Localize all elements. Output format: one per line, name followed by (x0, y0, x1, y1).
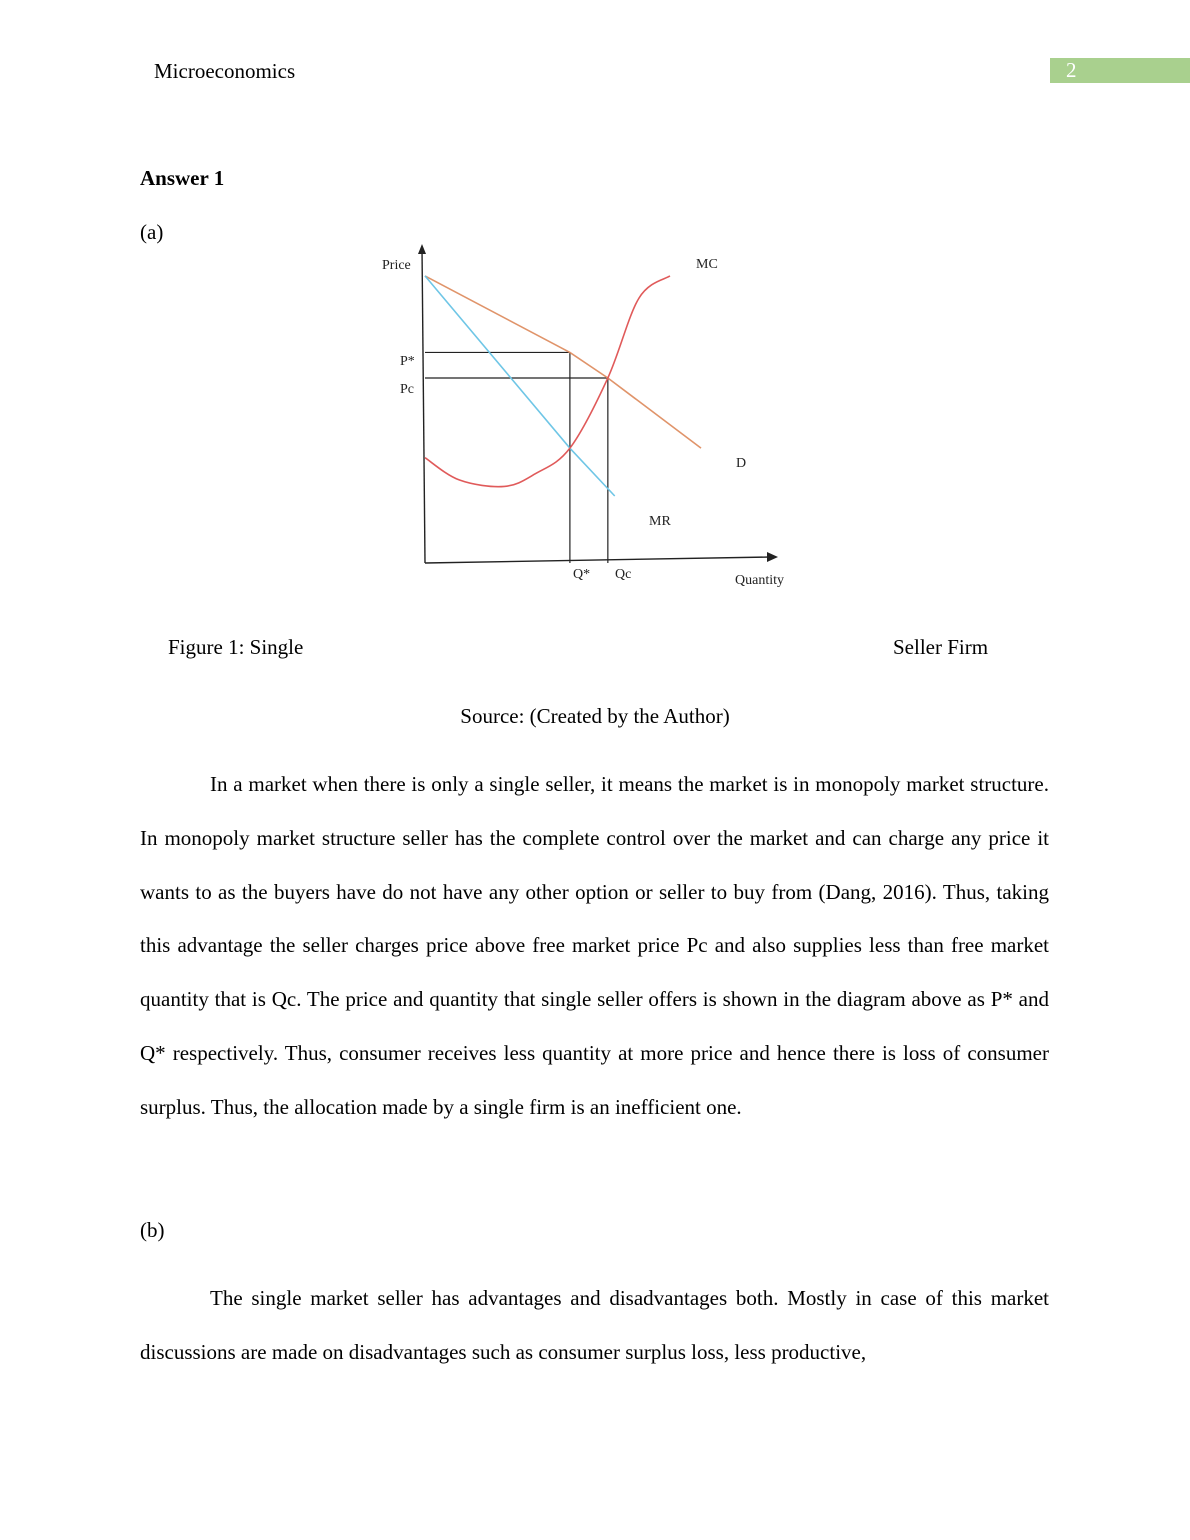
series-label-d: D (736, 456, 747, 471)
x-axis-label: Quantity (735, 573, 784, 588)
y-tick-p-star: P* (400, 354, 415, 369)
y-axis (422, 248, 425, 563)
answer-heading: Answer 1 (140, 166, 225, 190)
x-axis (425, 557, 770, 563)
series-line-mr (425, 276, 615, 496)
page-number-bar (1050, 58, 1190, 83)
y-axis-label: Price (382, 258, 411, 273)
figure-caption-left: Figure 1: Single (168, 635, 304, 659)
series-label-mr: MR (649, 514, 671, 529)
series-label-mc: MC (696, 257, 718, 272)
x-tick-qc: Qc (615, 567, 632, 582)
x-axis-arrow (767, 552, 778, 562)
figure-source: Source: (Created by the Author) (460, 704, 730, 728)
series-line-d (425, 276, 701, 448)
figure-caption-right: Seller Firm (893, 635, 989, 659)
page-number: 2 (1066, 58, 1077, 82)
part-b-label: (b) (140, 1218, 165, 1242)
chart-svg (370, 236, 800, 596)
body-paragraph-1: In a market when there is only a single seller, it means the market is in monopoly market structure. In monopoly market structure seller has the complete control over the market and can charge any price it wants to as the buyers have do not have any other option or seller to buy from (Dang, 2016). Thus, taking this advantage the seller charges price above free market price Pc and also supplies less than free market quantity that is Qc. The price and quantity that single seller offers is shown in the diagram above as P* and Q* respectively. Thus, consumer receives less quantity at more price and hence there is loss of consumer surplus. Thus, the allocation made by a single firm is an inefficient one. (140, 772, 1049, 1119)
body-paragraph-2: The single market seller has advantages and disadvantages both. Mostly in case of this market discussions are made on disadvantages such as consumer surplus loss, less productive, (140, 1286, 1049, 1364)
x-tick-q-star: Q* (573, 567, 591, 582)
part-a-label: (a) (140, 220, 164, 244)
series-line-mc (425, 276, 670, 487)
monopoly-diagram (370, 236, 800, 596)
y-axis-arrow (418, 244, 426, 254)
y-tick-pc: Pc (400, 382, 414, 397)
running-head: Microeconomics (154, 59, 296, 83)
